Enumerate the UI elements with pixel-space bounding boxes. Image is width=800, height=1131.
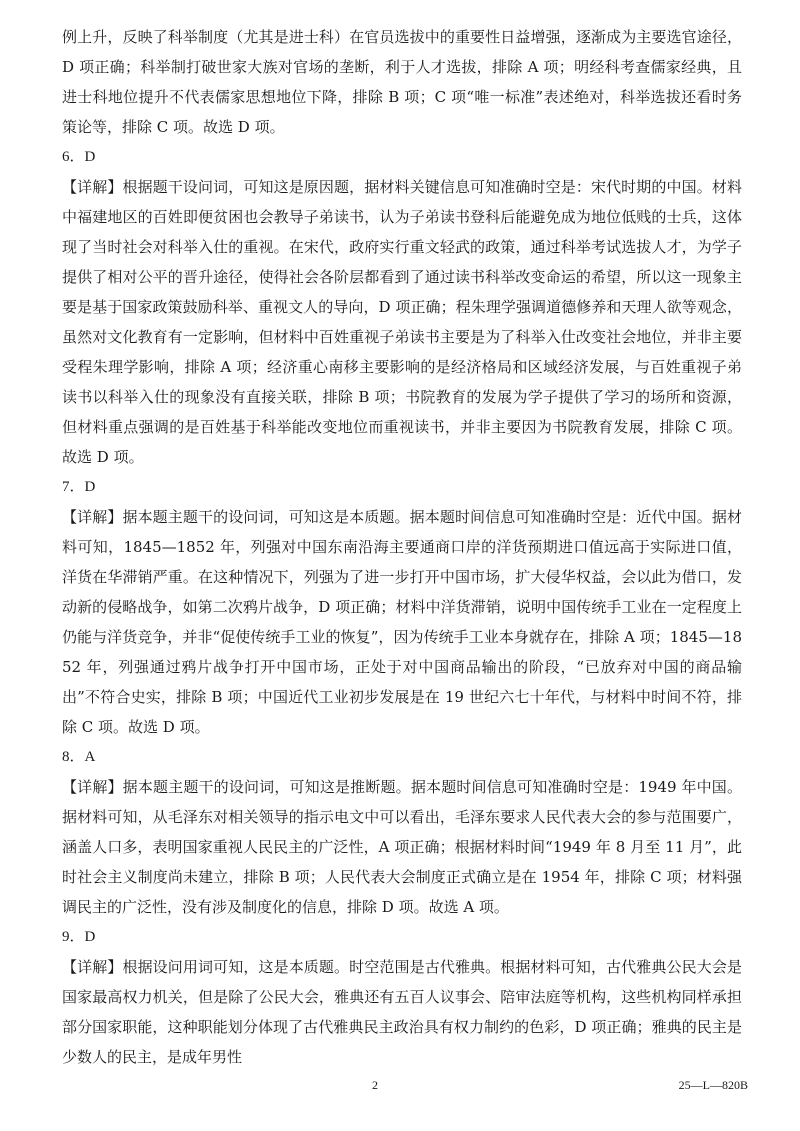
detail-tag: 【详解】 — [62, 178, 123, 196]
explanation-paragraph — [62, 952, 742, 1072]
explanation-text: 据本题主题干的设问词，可知这是推断题。据本题时间信息可知准确时空是：1949 年中国。据材料可知，从毛泽东对相关领导的指示电文中可以看出，毛泽东要求人民代表大会的参与范围要广，涵盖人口多，表明国家重视人民民主的广泛性，A 项正确；根据材料时间“1949 年 8 月至 11 月”，此时社会主义制度尚未建立，排除 B 项；人民代表大会制度正式确立是在 1954 年，排除 C 项；材料强调民主的广泛性，没有涉及制度化的信息，排除 D 项。故选 A 项。 — [62, 778, 742, 916]
continued-explanation: 例上升，反映了科举制度（尤其是进士科）在官员选拔中的重要性日益增强，逐渐成为主要选官途径，D 项正确；科举制打破世家大族对官场的垄断，利于人才选拔，排除 A 项；明经科考查儒家经典，且进士科地位提升不代表儒家思想地位下降，排除 B 项；C 项“唯一标准”表述绝对，科举选拔还看时务策论等，排除 C 项。故选 D 项。 — [62, 28, 742, 136]
answer-label: 8．A — [62, 749, 96, 765]
question-block-9 — [62, 922, 742, 1072]
explanation-paragraph — [62, 772, 742, 922]
explanation-paragraph — [62, 172, 742, 472]
detail-tag: 【详解】 — [62, 778, 123, 796]
answer-label: 9．D — [62, 929, 96, 945]
question-block-7 — [62, 472, 742, 742]
answer-label: 7．D — [62, 479, 96, 495]
explanation-text: 根据题干设问词，可知这是原因题，据材料关键信息可知准确时空是：宋代时期的中国。材料中福建地区的百姓即便贫困也会教导子弟读书，认为子弟读书登科后能避免成为地位低贱的士兵，这体现了当时社会对科举入仕的重视。在宋代，政府实行重文轻武的政策，通过科举考试选拔人才，为学子提供了相对公平的晋升途径，使得社会各阶层都看到了通过读书科举改变命运的希望，所以这一现象主要是基于国家政策鼓励科举、重视文人的导向，D 项正确；程朱理学强调道德修养和天理人欲等观念，虽然对文化教育有一定影响，但材料中百姓重视子弟读书主要是为了科举入仕改变社会地位，并非主要受程朱理学影响，排除 A 项；经济重心南移主要影响的是经济格局和区域经济发展，与百姓重视子弟读书以科举入仕的现象没有直接关联，排除 B 项；书院教育的发展为学子提供了学习的场所和资源，但材料重点强调的是百姓基于科举能改变地位而重视读书，并非主要因为书院教育发展，排除 C 项。故选 D 项。 — [62, 178, 742, 466]
page-footer — [0, 1078, 800, 1098]
explanation-paragraph — [62, 502, 742, 742]
document-code: 25—L—820B — [678, 1078, 748, 1092]
answer-label: 6．D — [62, 149, 96, 165]
page-number: 2 — [372, 1078, 378, 1092]
explanation-text: 据本题主题干的设问词，可知这是本质题。据本题时间信息可知准确时空是：近代中国。据材料可知，1845—1852 年，列强对中国东南沿海主要通商口岸的洋货预期进口值远高于实际进口值，洋货在华滞销严重。在这种情况下，列强为了进一步打开中国市场，扩大侵华权益，会以此为借口，发动新的侵略战争，如第二次鸦片战争，D 项正确；材料中洋货滞销，说明中国传统手工业在一定程度上仍能与洋货竞争，并非“促使传统手工业的恢复”，因为传统手工业本身就存在，排除 A 项；1845—1852 年，列强通过鸦片战争打开中国市场，正处于对中国商品输出的阶段，“已放弃对中国的商品输出”不符合史实，排除 B 项；中国近代工业初步发展是在 19 世纪六七十年代，与材料中时间不符，排除 C 项。故选 D 项。 — [62, 508, 742, 736]
detail-tag: 【详解】 — [62, 958, 123, 976]
question-block-6 — [62, 142, 742, 472]
explanation-text: 根据设问用词可知，这是本质题。时空范围是古代雅典。根据材料可知，古代雅典公民大会是国家最高权力机关，但是除了公民大会，雅典还有五百人议事会、陪审法庭等机构，这些机构同样承担部分国家职能，这种职能划分体现了古代雅典民主政治具有权力制约的色彩，D 项正确；雅典的民主是少数人的民主，是成年男性 — [62, 958, 742, 1066]
detail-tag: 【详解】 — [62, 508, 123, 526]
question-block-8 — [62, 742, 742, 922]
answer-explanation-body — [62, 22, 742, 1072]
